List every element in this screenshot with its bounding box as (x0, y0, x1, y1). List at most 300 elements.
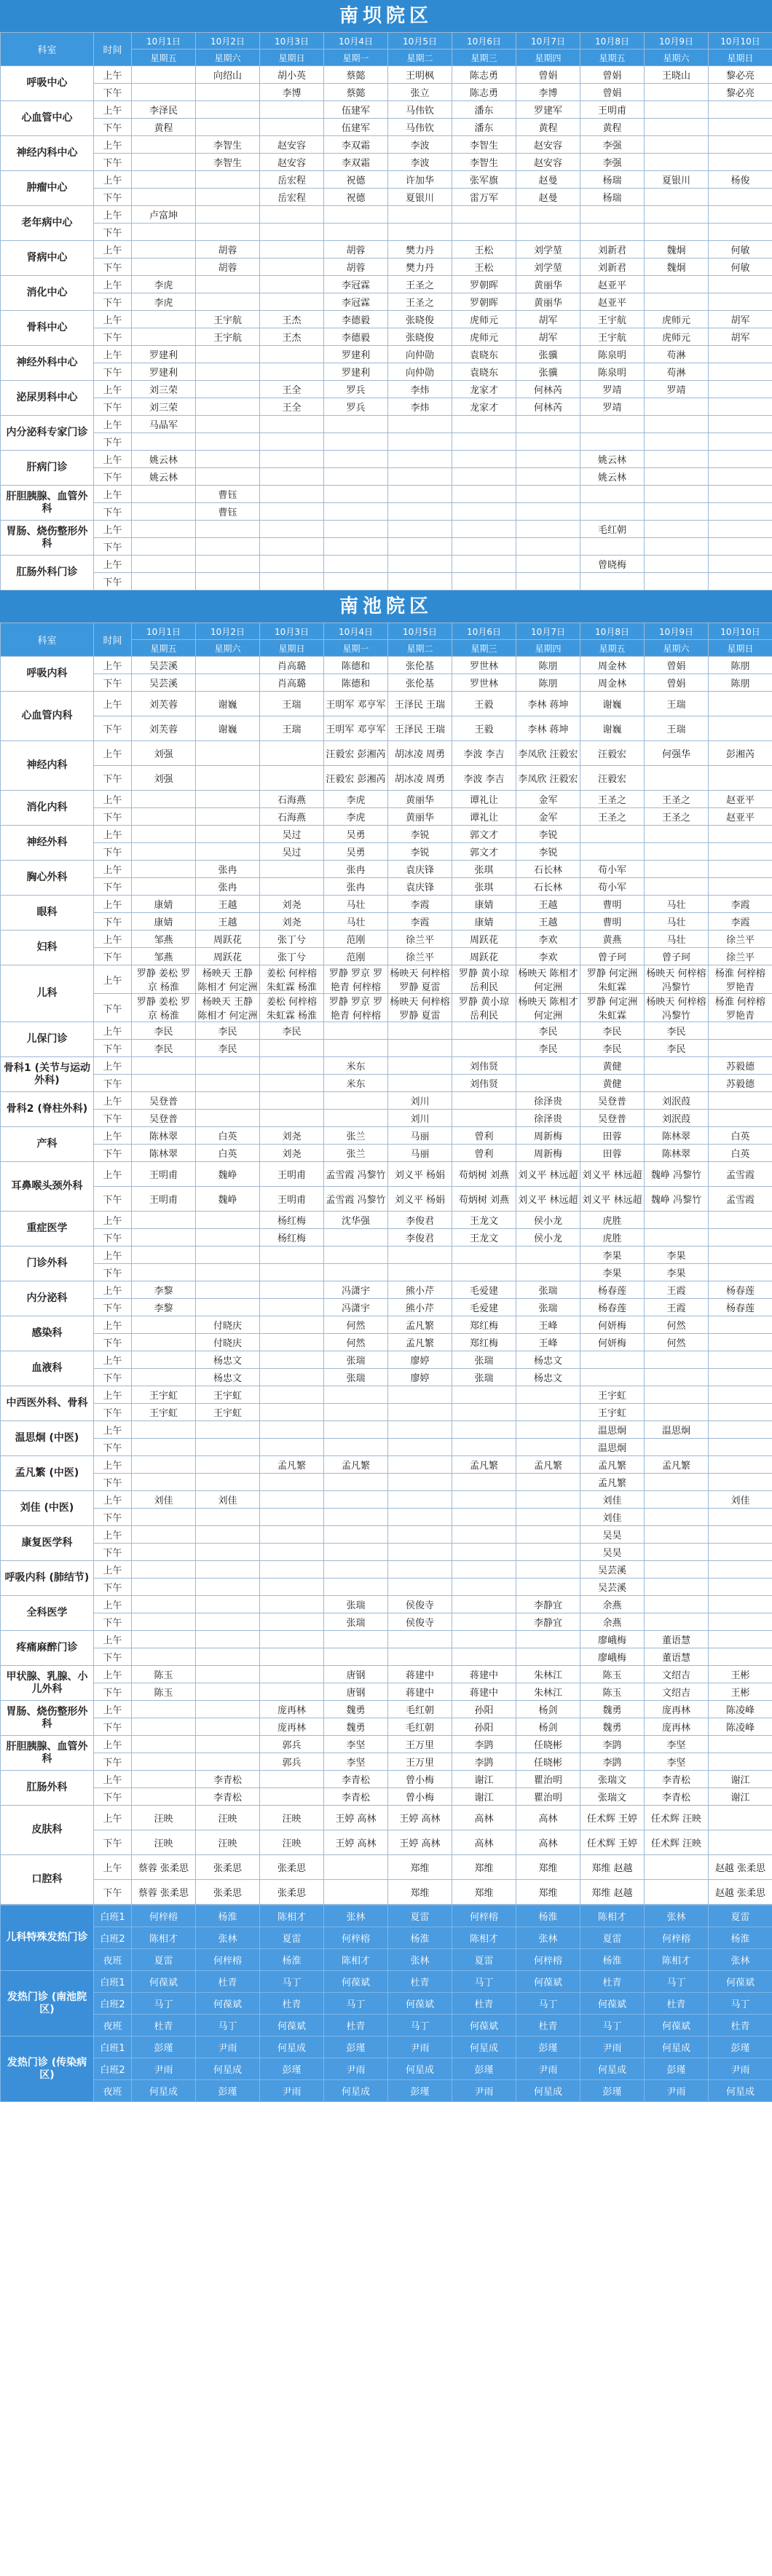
doctor-cell (196, 843, 260, 861)
doctor-cell: 姚云林 (580, 451, 645, 468)
doctor-cell: 李炜 (388, 398, 452, 416)
doctor-cell: 何梓榕 (516, 1949, 580, 1971)
doctor-cell: 蒋建中 (452, 1683, 516, 1701)
doctor-cell: 伍建军 (324, 101, 388, 119)
department-name: 骨科1 (关节与运动外科) (1, 1057, 94, 1092)
doctor-cell (452, 556, 516, 573)
doctor-cell: 瞿治明 (516, 1788, 580, 1806)
doctor-cell: 杨映天 何梓榕 罗静 夏雷 (388, 965, 452, 994)
doctor-cell (324, 433, 388, 451)
doctor-cell: 何敏 (709, 241, 772, 258)
time-slot: 上午 (94, 1246, 132, 1264)
doctor-cell: 付晓庆 (196, 1316, 260, 1334)
doctor-cell: 吴过 (260, 843, 324, 861)
doctor-cell: 何葆斌 (645, 2015, 709, 2036)
doctor-cell: 康婧 (132, 913, 196, 931)
doctor-cell: 李霞 (709, 913, 772, 931)
header-weekday: 星期二 (388, 50, 452, 66)
doctor-cell: 侯小龙 (516, 1229, 580, 1246)
doctor-cell: 岳宏程 (260, 189, 324, 206)
doctor-cell (132, 503, 196, 521)
time-slot: 下午 (94, 1439, 132, 1456)
doctor-cell (709, 119, 772, 136)
doctor-cell: 温思炯 (580, 1421, 645, 1439)
doctor-cell (709, 346, 772, 363)
doctor-cell: 石海燕 (260, 808, 324, 826)
doctor-cell: 朱林江 (516, 1683, 580, 1701)
doctor-cell (132, 1736, 196, 1753)
doctor-cell (260, 1631, 324, 1648)
doctor-cell (132, 538, 196, 556)
doctor-cell: 马丁 (580, 2015, 645, 2036)
time-slot: 上午 (94, 1022, 132, 1040)
doctor-cell: 徐兰平 (388, 931, 452, 948)
doctor-cell: 谢巍 (580, 716, 645, 741)
doctor-cell: 何林芮 (516, 398, 580, 416)
doctor-cell (196, 433, 260, 451)
shift-label: 夜班 (94, 2015, 132, 2036)
doctor-cell (260, 258, 324, 276)
doctor-cell: 马伟钦 (388, 101, 452, 119)
doctor-cell: 曾利 (452, 1145, 516, 1162)
fever-clinic-row (1, 2058, 772, 2080)
doctor-cell (196, 1421, 260, 1439)
doctor-cell: 石长林 (516, 861, 580, 878)
doctor-cell: 曾娟 (645, 674, 709, 692)
doctor-cell: 罗静 罗京 罗艳青 何梓榕 (324, 965, 388, 994)
doctor-cell (196, 1701, 260, 1718)
doctor-cell: 王泽民 王瑞 (388, 692, 452, 716)
doctor-cell (260, 1613, 324, 1631)
doctor-cell: 刘佳 (132, 1491, 196, 1509)
doctor-cell: 李波 李吉 (452, 766, 516, 791)
doctor-cell: 曾晓梅 (580, 556, 645, 573)
doctor-cell: 王彬 (709, 1666, 772, 1683)
doctor-cell (452, 1421, 516, 1439)
doctor-cell: 罗建军 (516, 101, 580, 119)
doctor-cell (452, 451, 516, 468)
doctor-cell (196, 101, 260, 119)
doctor-cell: 袁晓东 (452, 346, 516, 363)
doctor-cell (196, 189, 260, 206)
doctor-cell (324, 1491, 388, 1509)
doctor-cell: 王彬 (709, 1683, 772, 1701)
nanchi-title: 南池院区 (0, 590, 772, 623)
doctor-cell (196, 808, 260, 826)
doctor-cell: 刘义平 林远超 (516, 1162, 580, 1187)
doctor-cell (452, 1386, 516, 1404)
doctor-cell (196, 1666, 260, 1683)
doctor-cell: 李青松 (196, 1788, 260, 1806)
doctor-cell: 郑维 (452, 1880, 516, 1905)
doctor-cell (709, 1212, 772, 1229)
doctor-cell: 陈相才 (580, 1905, 645, 1927)
doctor-cell: 杜青 (260, 1993, 324, 2015)
doctor-cell (709, 276, 772, 293)
doctor-cell (132, 1771, 196, 1788)
doctor-cell (452, 1404, 516, 1421)
doctor-cell: 王毅 (452, 716, 516, 741)
doctor-cell: 王越 (516, 913, 580, 931)
schedule-row (1, 716, 772, 741)
doctor-cell: 马丽 (388, 1145, 452, 1162)
schedule-row (1, 573, 772, 590)
doctor-cell (132, 1264, 196, 1281)
doctor-cell: 温思炯 (580, 1439, 645, 1456)
doctor-cell: 魏峥 (196, 1162, 260, 1187)
doctor-cell (132, 1596, 196, 1613)
doctor-cell (516, 224, 580, 241)
doctor-cell (132, 1526, 196, 1544)
doctor-cell (580, 206, 645, 224)
doctor-cell: 彭瑾 (709, 2036, 772, 2058)
doctor-cell (645, 206, 709, 224)
doctor-cell (196, 791, 260, 808)
doctor-cell: 吴芸溪 (580, 1561, 645, 1579)
schedule-row (1, 1830, 772, 1855)
doctor-cell: 虎胜 (580, 1212, 645, 1229)
doctor-cell: 张瑞 (516, 1299, 580, 1316)
schedule-row (1, 1613, 772, 1631)
doctor-cell: 郭文才 (452, 826, 516, 843)
doctor-cell: 何星成 (324, 2080, 388, 2102)
doctor-cell (260, 878, 324, 896)
doctor-cell: 李泽民 (132, 101, 196, 119)
doctor-cell: 张瑞文 (580, 1788, 645, 1806)
schedule-row (1, 1491, 772, 1509)
doctor-cell: 胡蓉 (324, 258, 388, 276)
schedule-row (1, 1421, 772, 1439)
department-name: 皮肤科 (1, 1806, 94, 1855)
doctor-cell: 余燕 (580, 1596, 645, 1613)
doctor-cell (645, 1855, 709, 1880)
doctor-cell: 孟凡繁 (645, 1456, 709, 1474)
department-name: 妇科 (1, 931, 94, 965)
time-slot: 上午 (94, 101, 132, 119)
doctor-cell: 李博 (516, 84, 580, 101)
doctor-cell (260, 1110, 324, 1127)
schedule-row (1, 521, 772, 538)
doctor-cell (388, 1439, 452, 1456)
doctor-cell: 谢巍 (196, 716, 260, 741)
time-slot: 上午 (94, 1092, 132, 1110)
department-name: 门诊外科 (1, 1246, 94, 1281)
doctor-cell: 马壮 (645, 896, 709, 913)
doctor-cell: 李鹍 (580, 1753, 645, 1771)
doctor-cell: 何星成 (196, 2058, 260, 2080)
doctor-cell: 何星成 (580, 2058, 645, 2080)
doctor-cell (388, 1561, 452, 1579)
department-name: 肾病中心 (1, 241, 94, 276)
doctor-cell (645, 826, 709, 843)
doctor-cell: 吴芸溪 (132, 674, 196, 692)
time-slot: 下午 (94, 119, 132, 136)
time-slot: 上午 (94, 311, 132, 328)
doctor-cell (388, 1022, 452, 1040)
doctor-cell (452, 468, 516, 486)
department-name: 肛肠外科 (1, 1771, 94, 1806)
doctor-cell (388, 1491, 452, 1509)
doctor-cell: 刘伟贤 (452, 1075, 516, 1092)
doctor-cell: 孟雪霞 (709, 1187, 772, 1212)
header-weekday: 星期五 (132, 640, 196, 657)
doctor-cell (196, 1648, 260, 1666)
doctor-cell: 吴昊 (580, 1544, 645, 1561)
doctor-cell: 杨淮 (580, 1949, 645, 1971)
doctor-cell (260, 1369, 324, 1386)
doctor-cell (709, 154, 772, 171)
doctor-cell: 黄程 (580, 119, 645, 136)
shift-label: 白班1 (94, 2036, 132, 2058)
doctor-cell: 赵安容 (516, 154, 580, 171)
doctor-cell (260, 1596, 324, 1613)
schedule-row (1, 674, 772, 692)
time-slot: 下午 (94, 1474, 132, 1491)
doctor-cell: 郑维 赵越 (580, 1855, 645, 1880)
nanba-schedule-table (0, 32, 772, 590)
doctor-cell (324, 1404, 388, 1421)
doctor-cell: 陈朋 (709, 657, 772, 674)
doctor-cell: 李双霜 (324, 136, 388, 154)
doctor-cell: 吴芸溪 (132, 657, 196, 674)
doctor-cell: 李虎 (132, 276, 196, 293)
doctor-cell: 杨忠文 (196, 1351, 260, 1369)
schedule-row (1, 1648, 772, 1666)
doctor-cell (388, 1040, 452, 1057)
doctor-cell (132, 1456, 196, 1474)
doctor-cell: 王杰 (260, 328, 324, 346)
doctor-cell: 王明枫 (388, 66, 452, 84)
doctor-cell: 赵曼 (516, 189, 580, 206)
doctor-cell: 刘芙蓉 (132, 692, 196, 716)
doctor-cell: 黄丽华 (388, 808, 452, 826)
doctor-cell (645, 1229, 709, 1246)
doctor-cell: 李青松 (324, 1788, 388, 1806)
doctor-cell (132, 556, 196, 573)
doctor-cell (709, 451, 772, 468)
doctor-cell: 肖高璐 (260, 674, 324, 692)
department-name: 肝胆胰腺、血管外科 (1, 486, 94, 521)
doctor-cell: 徐泽贵 (516, 1092, 580, 1110)
doctor-cell (196, 346, 260, 363)
doctor-cell: 康婧 (132, 896, 196, 913)
doctor-cell: 任术辉 王婷 (580, 1830, 645, 1855)
time-slot: 上午 (94, 346, 132, 363)
doctor-cell (709, 1022, 772, 1040)
time-slot: 上午 (94, 1351, 132, 1369)
doctor-cell: 杜青 (132, 2015, 196, 2036)
doctor-cell: 陈相才 (452, 1927, 516, 1949)
time-slot: 下午 (94, 674, 132, 692)
doctor-cell: 米东 (324, 1075, 388, 1092)
schedule-row (1, 154, 772, 171)
doctor-cell (645, 276, 709, 293)
time-slot: 上午 (94, 136, 132, 154)
doctor-cell (452, 206, 516, 224)
schedule-row (1, 1701, 772, 1718)
schedule-row (1, 766, 772, 791)
doctor-cell (132, 1631, 196, 1648)
doctor-cell (196, 1110, 260, 1127)
doctor-cell (260, 1491, 324, 1509)
schedule-row (1, 948, 772, 965)
doctor-cell (324, 1509, 388, 1526)
doctor-cell: 何敏 (709, 258, 772, 276)
time-slot: 上午 (94, 276, 132, 293)
doctor-cell: 张骥 (516, 346, 580, 363)
doctor-cell: 彭瑾 (324, 2036, 388, 2058)
doctor-cell (516, 1648, 580, 1666)
time-slot: 下午 (94, 1880, 132, 1905)
doctor-cell: 蔡蓉 张柔思 (132, 1855, 196, 1880)
doctor-cell (324, 1040, 388, 1057)
schedule-row (1, 66, 772, 84)
doctor-cell: 陈泉明 (580, 363, 645, 381)
doctor-cell: 李鹍 (452, 1753, 516, 1771)
doctor-cell (388, 451, 452, 468)
doctor-cell (645, 1596, 709, 1613)
header-weekday: 星期一 (324, 50, 388, 66)
doctor-cell: 刘新君 (580, 258, 645, 276)
doctor-cell: 马壮 (645, 913, 709, 931)
doctor-cell: 何星成 (709, 2080, 772, 2102)
doctor-cell (645, 416, 709, 433)
header-weekday: 星期日 (260, 50, 324, 66)
header-weekday: 星期一 (324, 640, 388, 657)
doctor-cell: 夏雷 (132, 1949, 196, 1971)
doctor-cell: 尹雨 (260, 2080, 324, 2102)
header-weekday: 星期六 (196, 640, 260, 657)
doctor-cell: 康婧 (452, 913, 516, 931)
doctor-cell: 向仲勋 (388, 363, 452, 381)
doctor-cell: 黄丽华 (516, 276, 580, 293)
doctor-cell: 王宇虹 (132, 1404, 196, 1421)
doctor-cell (196, 538, 260, 556)
doctor-cell: 罗静 罗京 罗艳青 何梓榕 (324, 994, 388, 1022)
doctor-cell (452, 538, 516, 556)
doctor-cell: 马丁 (260, 1971, 324, 1993)
schedule-row (1, 843, 772, 861)
doctor-cell: 杜青 (580, 1971, 645, 1993)
doctor-cell (388, 573, 452, 590)
doctor-cell (645, 293, 709, 311)
schedule-row (1, 965, 772, 994)
department-name: 胃肠、烧伤整形外科 (1, 1701, 94, 1736)
schedule-row (1, 1229, 772, 1246)
schedule-row (1, 1092, 772, 1110)
doctor-cell: 夏雷 (388, 1905, 452, 1927)
schedule-row (1, 1299, 772, 1316)
doctor-cell: 李凤欣 汪毅宏 (516, 766, 580, 791)
doctor-cell: 李虎 (132, 293, 196, 311)
doctor-cell: 曾娟 (516, 66, 580, 84)
doctor-cell: 马丁 (516, 1993, 580, 2015)
doctor-cell: 张冉 (324, 861, 388, 878)
schedule-row (1, 1351, 772, 1369)
doctor-cell: 李智生 (452, 154, 516, 171)
doctor-cell: 张瑞 (324, 1613, 388, 1631)
doctor-cell (324, 1229, 388, 1246)
doctor-cell: 谢巍 (196, 692, 260, 716)
doctor-cell (324, 521, 388, 538)
doctor-cell: 彭瑾 (388, 2080, 452, 2102)
doctor-cell: 徐兰平 (709, 931, 772, 948)
doctor-cell (516, 1579, 580, 1596)
doctor-cell: 张瑞 (324, 1351, 388, 1369)
doctor-cell: 胡蓉 (196, 258, 260, 276)
doctor-cell (645, 1613, 709, 1631)
shift-label: 白班1 (94, 1971, 132, 1993)
doctor-cell (709, 878, 772, 896)
schedule-row (1, 433, 772, 451)
schedule-row (1, 1771, 772, 1788)
time-slot: 上午 (94, 1631, 132, 1648)
doctor-cell (132, 1561, 196, 1579)
doctor-cell (516, 521, 580, 538)
doctor-cell: 李强 (580, 136, 645, 154)
doctor-cell (516, 573, 580, 590)
doctor-cell: 李静宜 (516, 1596, 580, 1613)
doctor-cell: 陈相才 (260, 1905, 324, 1927)
schedule-row (1, 346, 772, 363)
doctor-cell (709, 1544, 772, 1561)
doctor-cell (709, 1456, 772, 1474)
doctor-cell: 刘三荣 (132, 398, 196, 416)
fever-clinic-table (0, 1905, 772, 2102)
doctor-cell: 汪映 (132, 1830, 196, 1855)
doctor-cell: 刘学堃 (516, 241, 580, 258)
doctor-cell: 徐兰平 (709, 948, 772, 965)
department-name: 呼吸内科 (1, 657, 94, 692)
doctor-cell (388, 556, 452, 573)
doctor-cell: 彭瑾 (452, 2058, 516, 2080)
doctor-cell: 张林 (645, 1905, 709, 1927)
doctor-cell (645, 1369, 709, 1386)
doctor-cell (132, 224, 196, 241)
doctor-cell: 李林 蒋坤 (516, 692, 580, 716)
doctor-cell: 李霞 (709, 896, 772, 913)
doctor-cell (645, 433, 709, 451)
fever-clinic-row (1, 2036, 772, 2058)
time-slot: 上午 (94, 486, 132, 503)
fever-clinic-row (1, 1949, 772, 1971)
doctor-cell (196, 1057, 260, 1075)
doctor-cell: 李果 (580, 1246, 645, 1264)
schedule-row (1, 1264, 772, 1281)
header-weekday: 星期五 (132, 50, 196, 66)
doctor-cell (516, 1544, 580, 1561)
fever-clinic-name: 发热门诊 (南池院区) (1, 1971, 94, 2036)
doctor-cell (709, 1631, 772, 1648)
time-slot: 上午 (94, 451, 132, 468)
department-name: 神经内科 (1, 741, 94, 791)
doctor-cell: 汪毅宏 彭湘芮 (324, 741, 388, 766)
nanba-title: 南坝院区 (0, 0, 772, 32)
doctor-cell (132, 171, 196, 189)
time-slot: 下午 (94, 1187, 132, 1212)
doctor-cell: 李坚 (645, 1736, 709, 1753)
schedule-row (1, 381, 772, 398)
doctor-cell: 孟凡繁 (324, 1456, 388, 1474)
schedule-row (1, 1281, 772, 1299)
doctor-cell: 汪映 (196, 1830, 260, 1855)
doctor-cell (260, 1092, 324, 1110)
doctor-cell (388, 1456, 452, 1474)
doctor-cell (260, 433, 324, 451)
header-weekday: 星期日 (260, 640, 324, 657)
doctor-cell (260, 1281, 324, 1299)
doctor-cell: 唐钢 (324, 1666, 388, 1683)
